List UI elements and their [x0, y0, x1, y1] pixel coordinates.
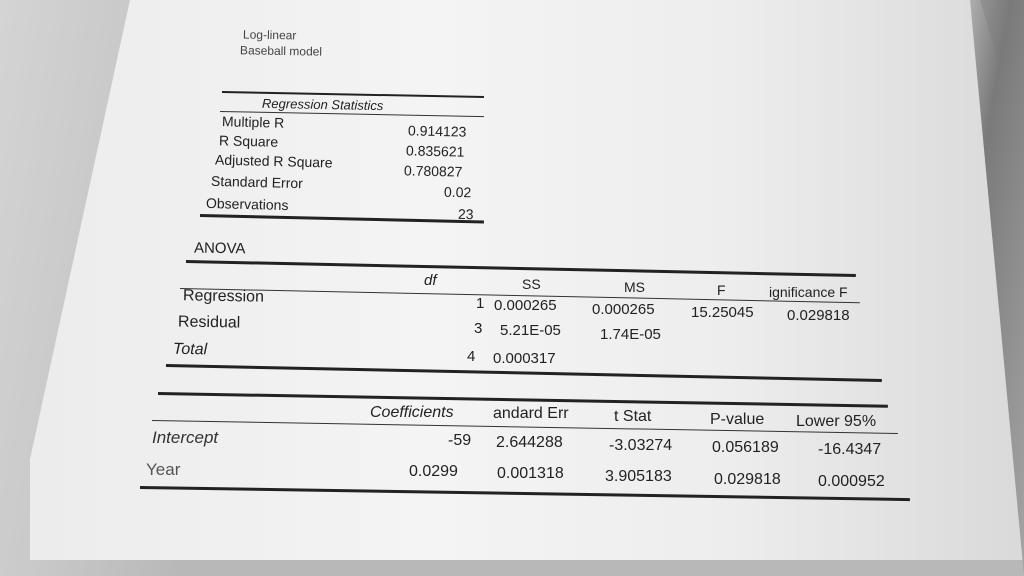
coef-header-lower-95: Lower 95%: [796, 413, 877, 430]
regstats-label-multiple-r: Multiple R: [221, 113, 285, 131]
regstats-label-r-square: R Square: [218, 132, 279, 150]
coef-p-year: 0.029818: [714, 471, 781, 488]
anova-label-total: Total: [172, 340, 208, 359]
anova-label-regression: Regression: [182, 287, 265, 306]
anova-df-total: 4: [467, 348, 476, 365]
coef-se-intercept: 2.644288: [496, 434, 563, 451]
regstats-value-multiple-r: 0.914123: [407, 122, 467, 140]
coef-p-intercept: 0.056189: [712, 439, 779, 456]
anova-df-residual: 3: [474, 320, 483, 337]
coef-label-intercept: Intercept: [152, 428, 219, 447]
regstats-label-std-error: Standard Error: [210, 172, 304, 192]
regstats-label-observations: Observations: [205, 194, 289, 214]
regstats-value-observations: 23: [457, 205, 474, 223]
coef-lower-intercept: -16.4347: [818, 441, 882, 458]
coef-bottom-rule: [140, 486, 910, 501]
regstats-label-adj-r-square: Adjusted R Square: [214, 151, 333, 171]
coef-t-year: 3.905183: [605, 468, 672, 485]
coef-coef-intercept: -59: [448, 432, 472, 449]
anova-header-sigf: ignificance F: [769, 284, 848, 300]
anova-f-regression: 15.25045: [691, 304, 754, 321]
coef-lower-year: 0.000952: [818, 473, 885, 490]
anova-sigf-regression: 0.029818: [787, 307, 850, 324]
anova-top-rule: [186, 260, 856, 277]
anova-label-residual: Residual: [177, 313, 241, 332]
anova-ms-residual: 1.74E-05: [600, 326, 661, 343]
coef-label-year: Year: [146, 460, 181, 479]
coef-header-std-error: andard Err: [493, 405, 569, 422]
anova-ss-regression: 0.000265: [494, 297, 557, 314]
anova-header-f: F: [717, 282, 726, 298]
anova-ss-residual: 5.21E-05: [500, 322, 561, 339]
regstats-title: Regression Statistics: [261, 95, 384, 114]
header-line-1: Log-linear: [242, 27, 297, 43]
regstats-value-r-square: 0.835621: [405, 142, 465, 160]
coef-coef-year: 0.0299: [409, 463, 458, 480]
coef-header-coefficients: Coefficients: [370, 404, 454, 421]
anova-df-regression: 1: [476, 295, 485, 312]
anova-title: ANOVA: [193, 239, 246, 258]
coef-header-t-stat: t Stat: [614, 408, 652, 425]
header-line-2: Baseball model: [239, 43, 323, 59]
regstats-value-adj-r-square: 0.780827: [403, 162, 463, 180]
coef-header-p-value: P-value: [710, 411, 765, 428]
anova-ss-total: 0.000317: [493, 350, 556, 367]
coef-t-intercept: -3.03274: [609, 437, 673, 454]
anova-header-ss: SS: [522, 276, 541, 292]
regstats-bottom-rule: [200, 214, 484, 223]
coef-se-year: 0.001318: [497, 465, 564, 482]
anova-ms-regression: 0.000265: [592, 301, 655, 318]
anova-header-ms: MS: [624, 279, 645, 295]
regstats-value-std-error: 0.02: [443, 183, 472, 201]
anova-header-df: df: [424, 272, 437, 289]
